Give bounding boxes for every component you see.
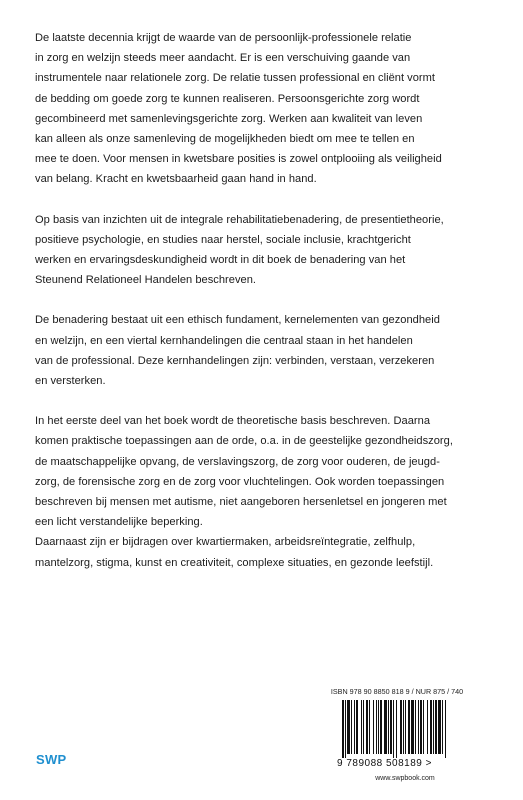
barcode-bar: [345, 700, 346, 758]
barcode-bar: [388, 700, 389, 754]
publisher-url: www.swpbook.com: [375, 775, 435, 782]
barcode-bar: [342, 700, 344, 758]
barcode-bar: [435, 700, 437, 754]
paragraph-approach: De benadering bestaat uit een ethisch fundament, kernelementen van gezondheid en welzijn, en een viertal kernhandelingen die centraal staan in het handelen van de professional. Deze kernhandelingen zijn: verbinden, verstaan, verzekeren en versterken.: [35, 314, 440, 388]
barcode-bar: [427, 700, 428, 754]
paragraph-contents: In het eerste deel van het boek wordt de theoretische basis beschreven. Daarna komen praktische toepassingen aan de orde, o.a. in de geestelijke gezondheidszorg, de maatschappelijke opvang, de verslavingszorg, de zorg voor ouderen, de jeugd- zorg, de forensische zorg en de zorg voor vluchtelingen. Ook worden toepassingen beschreven bij mensen met autisme, niet aangeboren hersenletsel en jongeren met een licht verstandelijke beperking.: [35, 415, 453, 529]
barcode-bar: [418, 700, 419, 754]
barcode-bar: [433, 700, 434, 754]
barcode-bar: [400, 700, 402, 754]
barcode-bar: [411, 700, 414, 754]
barcode-bar: [423, 700, 424, 754]
barcode-bar: [380, 700, 382, 754]
barcode-bar: [420, 700, 422, 754]
barcode-digits: 9 789088 508189 >: [337, 758, 432, 769]
barcode-bar: [376, 700, 377, 754]
barcode-bar: [361, 700, 362, 754]
barcode-bar: [396, 700, 397, 758]
paragraph-contributions: Daarnaast zijn er bijdragen over kwartiermaken, arbeidsreïntegratie, zelfhulp, mantelzorg, stigma, kunst en creativiteit, complexe situaties, en gezonde leefstijl.: [35, 536, 434, 569]
barcode-bar: [363, 700, 364, 754]
paragraph-basis: Op basis van inzichten uit de integrale rehabilitatiebenadering, de presentietheorie, positieve psychologie, en studies naar herstel, sociale inclusie, krachtgericht werken en ervaringsdeskundigheid wordt in dit boek de benadering van het Steunend Relationeel Handelen beschreven.: [35, 213, 444, 287]
barcode-bar: [356, 700, 358, 754]
barcode-image: [340, 700, 466, 758]
barcode-bar: [384, 700, 387, 754]
barcode-bar: [403, 700, 404, 754]
barcode-bar: [415, 700, 416, 754]
barcode-bar: [430, 700, 432, 754]
barcode-bar: [405, 700, 406, 754]
back-cover-text: [35, 28, 475, 593]
barcode-bar: [373, 700, 374, 754]
barcode-bar: [390, 700, 392, 754]
barcode-bar: [366, 700, 368, 754]
barcode-bar: [408, 700, 410, 754]
barcode-bar: [351, 700, 352, 754]
barcode-bar: [347, 700, 350, 754]
barcode-bar: [354, 700, 355, 754]
isbn-label: ISBN 978 90 8850 818 9 / NUR 875 / 740: [330, 687, 464, 696]
paragraph-intro: De laatste decennia krijgt de waarde van de persoonlijk-professionele relatie in zorg en welzijn steeds meer aandacht. Er is een verschuiving gaande van instrumentele naar relationele zorg. De relatie tussen professional en cliënt vormt de bedding om goede zorg te kunnen realiseren. Persoonsgerichte zorg wordt gecombineerd met samenlevingsgerichte zorg. Werken aan kwaliteit van leven kan alleen als onze samenleving de mogelijkheden biedt om mee te tellen en mee te doen. Voor mensen in kwetsbare posities is zowel ontplooiing als veiligheid van belang. Kracht en kwetsbaarheid gaan hand in hand.: [35, 32, 442, 186]
barcode-bar: [438, 700, 441, 754]
barcode-bar: [378, 700, 379, 754]
barcode-bar: [393, 700, 394, 758]
publisher-logo: SWP: [36, 752, 67, 767]
barcode-bar: [442, 700, 443, 754]
barcode-bar: [445, 700, 446, 758]
barcode-bar: [369, 700, 370, 754]
